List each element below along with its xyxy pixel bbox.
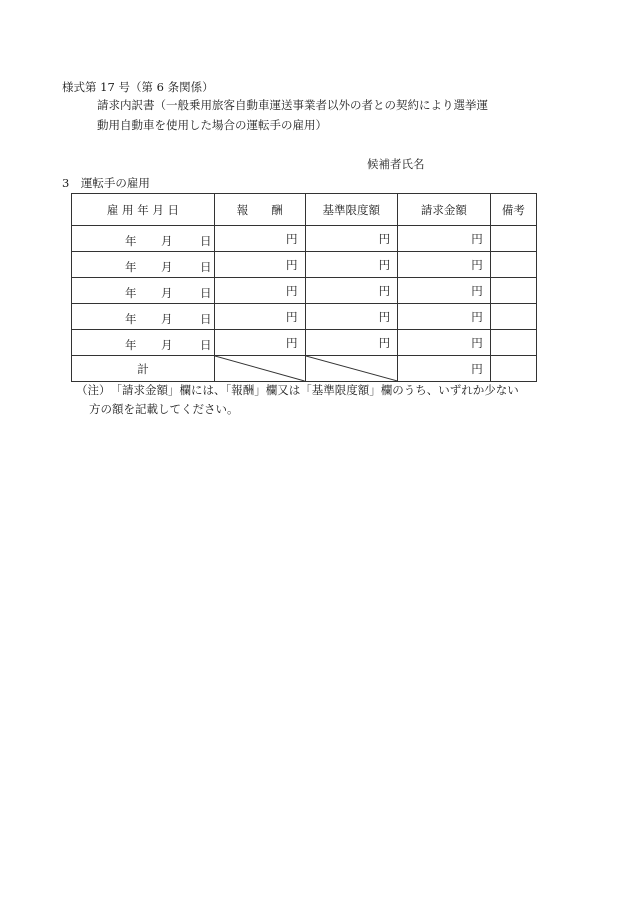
table-header-row [72, 194, 537, 226]
candidate-name-label: 候補者氏名 [367, 157, 425, 171]
year-label: 年 [125, 312, 137, 326]
month-label: 月 [161, 312, 173, 326]
day-label: 日 [200, 338, 212, 352]
month-label: 月 [161, 338, 173, 352]
month-label: 月 [161, 260, 173, 274]
day-label: 日 [200, 234, 212, 248]
header-limit-amount: 基準限度額 [305, 194, 398, 226]
limit-amount-cell[interactable]: 円 [305, 330, 398, 356]
hire-date-cell[interactable] [72, 304, 215, 330]
claim-amount-cell[interactable]: 円 [398, 330, 491, 356]
table-row [72, 252, 537, 278]
remuneration-cell[interactable]: 円 [214, 278, 305, 304]
hire-date-cell[interactable] [72, 278, 215, 304]
limit-amount-cell[interactable]: 円 [305, 278, 398, 304]
claim-amount-total-cell[interactable]: 円 [398, 356, 491, 382]
remarks-cell[interactable] [490, 304, 536, 330]
remuneration-cell[interactable]: 円 [214, 304, 305, 330]
remuneration-total-crossed [214, 356, 305, 382]
claim-amount-cell[interactable]: 円 [398, 304, 491, 330]
limit-amount-cell[interactable]: 円 [305, 252, 398, 278]
remarks-cell[interactable] [490, 226, 536, 252]
table-row [72, 278, 537, 304]
remuneration-cell[interactable]: 円 [214, 252, 305, 278]
limit-amount-cell[interactable]: 円 [305, 226, 398, 252]
remarks-cell[interactable] [490, 252, 536, 278]
limit-amount-cell[interactable]: 円 [305, 304, 398, 330]
limit-total-crossed [305, 356, 398, 382]
header-remuneration: 報 酬 [214, 194, 305, 226]
header-claim-amount: 請求金額 [398, 194, 491, 226]
hire-date-cell[interactable] [72, 252, 215, 278]
table-row [72, 330, 537, 356]
day-label: 日 [200, 286, 212, 300]
remarks-cell[interactable] [490, 330, 536, 356]
section-heading: 3 運転手の雇用 [62, 176, 150, 190]
form-number: 様式第 17 号（第 6 条関係） [62, 80, 214, 94]
claim-amount-cell[interactable]: 円 [398, 278, 491, 304]
hire-date-cell[interactable] [72, 330, 215, 356]
table-row [72, 226, 537, 252]
month-label: 月 [161, 234, 173, 248]
header-hire-date: 雇 用 年 月 日 [72, 194, 215, 226]
year-label: 年 [125, 286, 137, 300]
note-line1: （注） 「請求金額」欄には、「報酬」欄又は「基準限度額」欄のうち、いずれか少ない [76, 383, 519, 397]
total-label: 計 [72, 356, 215, 382]
hire-date-cell[interactable] [72, 226, 215, 252]
day-label: 日 [200, 312, 212, 326]
document-title-line1: 請求内訳書（一般乗用旅客自動車運送事業者以外の者との契約により選挙運 [97, 98, 488, 112]
note-line2: 方の額を記載してください。 [89, 402, 239, 416]
year-label: 年 [125, 234, 137, 248]
year-label: 年 [125, 338, 137, 352]
month-label: 月 [161, 286, 173, 300]
remarks-cell[interactable] [490, 278, 536, 304]
day-label: 日 [200, 260, 212, 274]
year-label: 年 [125, 260, 137, 274]
claim-amount-cell[interactable]: 円 [398, 226, 491, 252]
document-title-line2: 動用自動車を使用した場合の運転手の雇用） [97, 118, 327, 132]
table-row [72, 304, 537, 330]
remarks-total-cell[interactable] [490, 356, 536, 382]
claim-amount-cell[interactable]: 円 [398, 252, 491, 278]
driver-hire-table [71, 193, 537, 382]
remuneration-cell[interactable]: 円 [214, 226, 305, 252]
total-row [72, 356, 537, 382]
remuneration-cell[interactable]: 円 [214, 330, 305, 356]
header-remarks: 備考 [490, 194, 536, 226]
